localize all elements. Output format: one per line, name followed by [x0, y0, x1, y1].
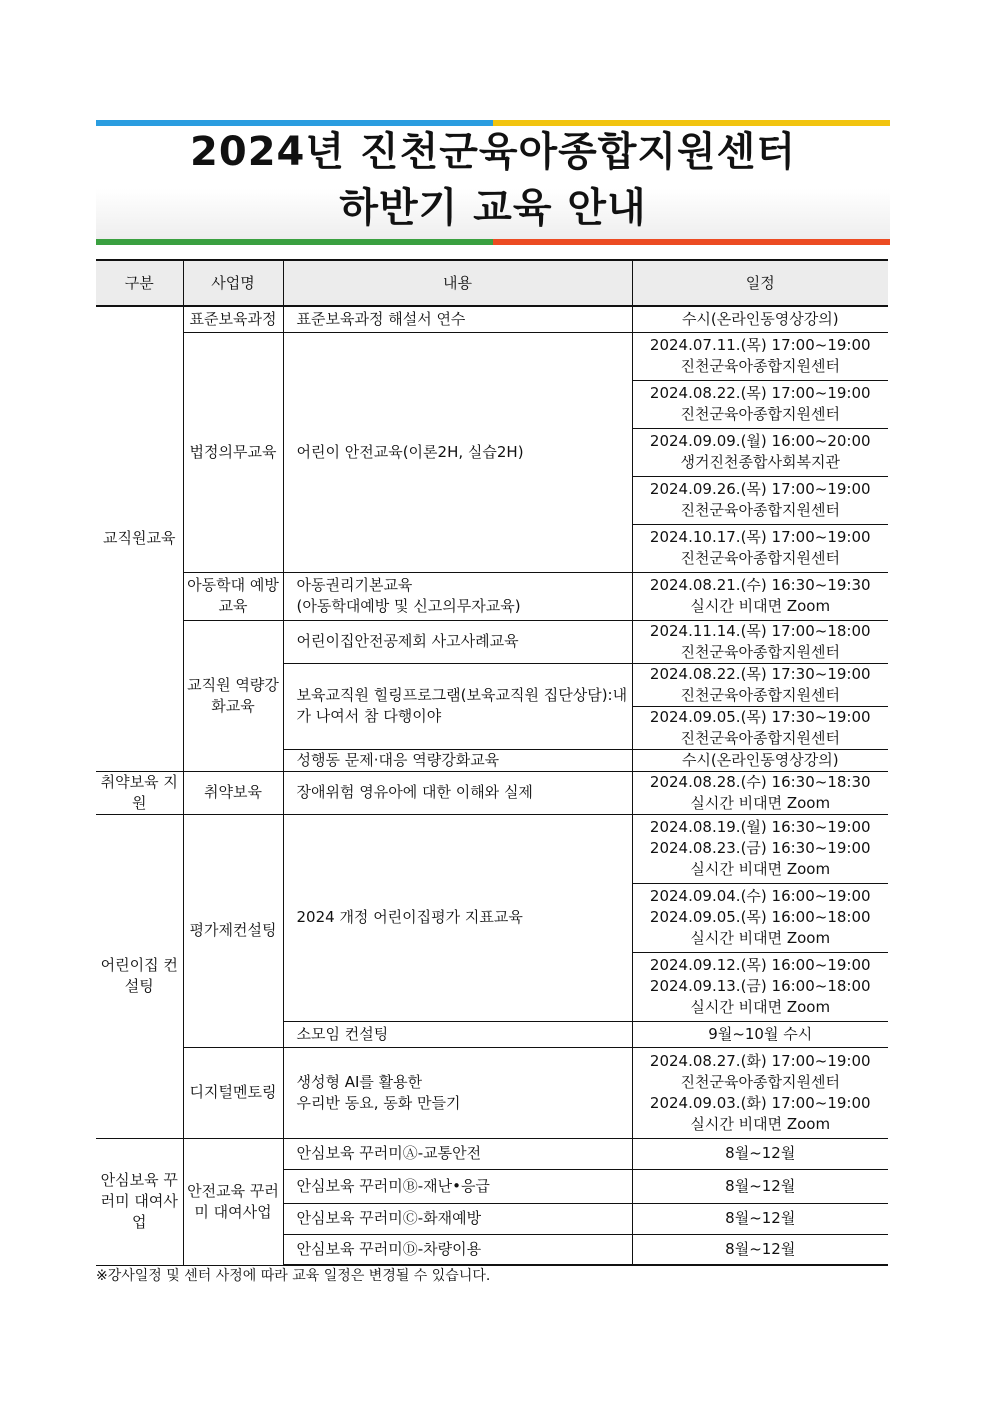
- column-header-schedule: 일정: [632, 260, 888, 306]
- schedule-date: 2024.11.14.(목) 17:00~18:00: [649, 621, 871, 640]
- schedule-cell: [632, 380, 888, 428]
- column-header-program: 사업명: [183, 260, 283, 306]
- program-cell: 표준보육과정: [183, 306, 283, 332]
- category-cell: 교직원교육: [96, 306, 183, 771]
- schedule-cell: 수시(온라인동영상강의): [632, 749, 888, 771]
- schedule-date: 2024.09.12.(목) 16:00~19:00: [649, 956, 871, 974]
- schedule-cell: 8월~12월: [632, 1234, 888, 1265]
- schedule-place: 진천군육아종합지원센터: [680, 728, 840, 747]
- content-cell: 안심보육 꾸러미Ⓓ-차량이용: [283, 1234, 632, 1265]
- table-row: [96, 771, 888, 814]
- table-header-row: [96, 260, 888, 306]
- schedule-cell: [632, 620, 888, 663]
- content-cell: 어린이집안전공제회 사고사례교육: [283, 620, 632, 663]
- table-row: [96, 1047, 888, 1138]
- page-title-line2: 하반기 교육 안내: [339, 185, 647, 231]
- program-cell: 디지털멘토링: [183, 1047, 283, 1138]
- schedule-date: 2024.10.17.(목) 17:00~19:00: [649, 528, 871, 546]
- schedule-place: 진천군육아종합지원센터: [680, 685, 840, 704]
- schedule-date: 2024.09.05.(목) 16:00~18:00: [649, 908, 871, 926]
- schedule-date: 2024.09.03.(화) 17:00~19:00: [649, 1093, 871, 1112]
- title-bar-red: [493, 239, 890, 245]
- schedule-place: 실시간 비대면 Zoom: [690, 793, 831, 812]
- schedule-cell: 8월~12월: [632, 1203, 888, 1234]
- schedule-cell: 8월~12월: [632, 1138, 888, 1169]
- program-cell: 평가제컨설팅: [183, 814, 283, 1047]
- content-line: 아동권리기본교육: [296, 576, 413, 594]
- schedule-place: 진천군육아종합지원센터: [680, 642, 840, 661]
- title-banner: [96, 120, 890, 245]
- category-cell: 어린이집 컨설팅: [96, 814, 183, 1138]
- schedule-cell: 9월~10월 수시: [632, 1021, 888, 1047]
- schedule-place: 진천군육아종합지원센터: [680, 405, 840, 423]
- page-title-line1: 2024년 진천군육아종합지원센터: [190, 129, 796, 175]
- schedule-place: 실시간 비대면 Zoom: [690, 860, 831, 878]
- schedule-date: 2024.08.28.(수) 16:30~18:30: [649, 772, 871, 791]
- content-cell: 보육교직원 힐링프로그램(보육교직원 집단상담):내가 나여서 참 다행이야: [283, 663, 632, 749]
- schedule-cell: [632, 952, 888, 1021]
- table-row: [96, 814, 888, 883]
- schedule-place: 실시간 비대면 Zoom: [690, 929, 831, 947]
- schedule-place: 진천군육아종합지원센터: [680, 1072, 840, 1091]
- schedule-cell: [632, 428, 888, 476]
- schedule-date: 2024.09.26.(목) 17:00~19:00: [649, 480, 871, 498]
- content-cell: 안심보육 꾸러미Ⓐ-교통안전: [283, 1138, 632, 1169]
- schedule-cell: [632, 771, 888, 814]
- category-cell: 안심보육 꾸러미 대여사업: [96, 1138, 183, 1265]
- content-cell: 장애위험 영유아에 대한 이해와 실제: [283, 771, 632, 814]
- content-cell: 안심보육 꾸러미Ⓒ-화재예방: [283, 1203, 632, 1234]
- schedule-cell: [632, 572, 888, 620]
- schedule-date: 2024.09.05.(목) 17:30~19:00: [649, 707, 871, 726]
- content-cell: 표준보육과정 해설서 연수: [283, 306, 632, 332]
- schedule-cell: [632, 706, 888, 749]
- schedule-date: 2024.08.19.(월) 16:30~19:00: [649, 818, 871, 836]
- schedule-date: 2024.09.13.(금) 16:00~18:00: [649, 977, 871, 995]
- schedule-date: 2024.08.23.(금) 16:30~19:00: [649, 839, 871, 857]
- content-cell: 2024 개정 어린이집평가 지표교육: [283, 814, 632, 1021]
- content-cell: 어린이 안전교육(이론2H, 실습2H): [283, 332, 632, 572]
- schedule-table: [96, 259, 888, 1266]
- schedule-place: 실시간 비대면 Zoom: [690, 597, 831, 615]
- program-cell: 아동학대 예방교육: [183, 572, 283, 620]
- schedule-cell: [632, 524, 888, 572]
- program-cell: 안전교육 꾸러미 대여사업: [183, 1138, 283, 1265]
- schedule-cell: [632, 332, 888, 380]
- table-row: [96, 1138, 888, 1169]
- schedule-place: 생거진천종합사회복지관: [680, 453, 840, 471]
- schedule-date: 2024.08.22.(목) 17:00~19:00: [649, 384, 871, 402]
- table-row: [96, 572, 888, 620]
- table-row: [96, 332, 888, 380]
- schedule-cell: [632, 883, 888, 952]
- content-cell: [283, 1047, 632, 1138]
- category-cell: 취약보육 지원: [96, 771, 183, 814]
- table-row: [96, 620, 888, 663]
- schedule-date: 2024.09.04.(수) 16:00~19:00: [649, 887, 871, 905]
- schedule-cell: [632, 476, 888, 524]
- schedule-date: 2024.08.27.(화) 17:00~19:00: [649, 1051, 871, 1070]
- schedule-place: 진천군육아종합지원센터: [680, 549, 840, 567]
- footnote: ※강사일정 및 센터 사정에 따라 교육 일정은 변경될 수 있습니다.: [96, 1268, 491, 1284]
- schedule-cell: [632, 1047, 888, 1138]
- content-cell: 성행동 문제·대응 역량강화교육: [283, 749, 632, 771]
- schedule-cell: 수시(온라인동영상강의): [632, 306, 888, 332]
- schedule-date: 2024.07.11.(목) 17:00~19:00: [649, 336, 871, 354]
- title-bar-green: [96, 239, 493, 245]
- schedule-date: 2024.08.22.(목) 17:30~19:00: [649, 664, 871, 683]
- content-line: 생성형 AI를 활용한: [296, 1072, 423, 1091]
- schedule-place: 실시간 비대면 Zoom: [690, 1114, 831, 1133]
- schedule-cell: [632, 814, 888, 883]
- title-bar-yellow: [493, 120, 890, 126]
- column-header-content: 내용: [283, 260, 632, 306]
- schedule-cell: 8월~12월: [632, 1169, 888, 1203]
- content-cell: [283, 572, 632, 620]
- schedule-place: 실시간 비대면 Zoom: [690, 998, 831, 1016]
- program-cell: 교직원 역량강화교육: [183, 620, 283, 771]
- content-cell: 소모임 컨설팅: [283, 1021, 632, 1047]
- schedule-place: 진천군육아종합지원센터: [680, 501, 840, 519]
- column-header-category: 구분: [96, 260, 183, 306]
- schedule-cell: [632, 663, 888, 706]
- schedule-date: 2024.08.21.(수) 16:30~19:30: [649, 576, 871, 594]
- content-cell: 안심보육 꾸러미Ⓑ-재난•응급: [283, 1169, 632, 1203]
- program-cell: 취약보육: [183, 771, 283, 814]
- program-cell: 법정의무교육: [183, 332, 283, 572]
- schedule-date: 2024.09.09.(월) 16:00~20:00: [649, 432, 871, 450]
- table-row: [96, 306, 888, 332]
- title-bar-blue: [96, 120, 493, 126]
- content-line: 우리반 동요, 동화 만들기: [296, 1093, 461, 1112]
- schedule-place: 진천군육아종합지원센터: [680, 357, 840, 375]
- content-line: (아동학대예방 및 신고의무자교육): [296, 597, 521, 615]
